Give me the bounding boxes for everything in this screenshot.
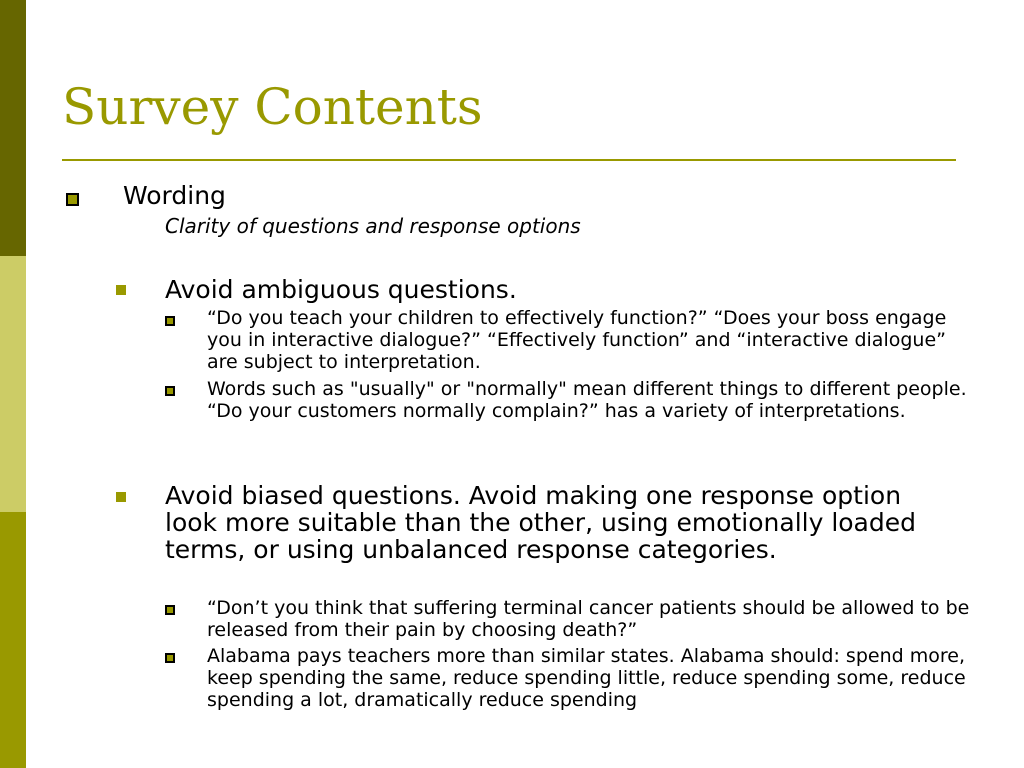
level1-subheading: Clarity of questions and response options	[165, 214, 581, 238]
point-2-text: Avoid biased questions. Avoid making one response option look more suitable than the other, using emotionally loaded terms, or using unbalanced response categories.	[165, 481, 917, 564]
point-1-text: Avoid ambiguous questions.	[165, 275, 517, 304]
slide-title: Survey Contents	[62, 78, 483, 136]
point-2-subpoint-1-bullet-icon	[165, 605, 175, 615]
level1-hollow-square-bullet-icon	[66, 193, 79, 206]
point-2-subpoint-1-text: “Don’t you think that suffering terminal cancer patients should be allowed to be released from their pain by choosing death?”	[207, 597, 970, 641]
point-2-subpoint-2-text: Alabama pays teachers more than similar states. Alabama should: spend more, keep spending the same, reduce spending little, reduce spending some, reduce spending a lot, dramatically reduce spending	[207, 645, 966, 711]
title-underline	[62, 159, 956, 161]
side-band-middle	[0, 256, 26, 512]
point-1-square-bullet-icon	[116, 285, 126, 295]
point-1-subpoint-2-bullet-icon	[165, 386, 175, 396]
point-2-subpoint-2-bullet-icon	[165, 653, 175, 663]
point-2-square-bullet-icon	[116, 492, 126, 502]
point-1-subpoint-2-text: Words such as "usually" or "normally" mean different things to different people. “Do your customers normally complain?” has a variety of interpretations.	[207, 378, 967, 422]
level1-heading: Wording	[123, 181, 226, 210]
point-1-subpoint-1-text: “Do you teach your children to effectively function?” “Does your boss engage you in interactive dialogue?” “Effectively function” and “interactive dialogue” are subject to interpretation.	[207, 307, 947, 373]
point-1-subpoint-1-bullet-icon	[165, 316, 175, 326]
side-band-bottom	[0, 512, 26, 768]
side-band-top	[0, 0, 26, 256]
